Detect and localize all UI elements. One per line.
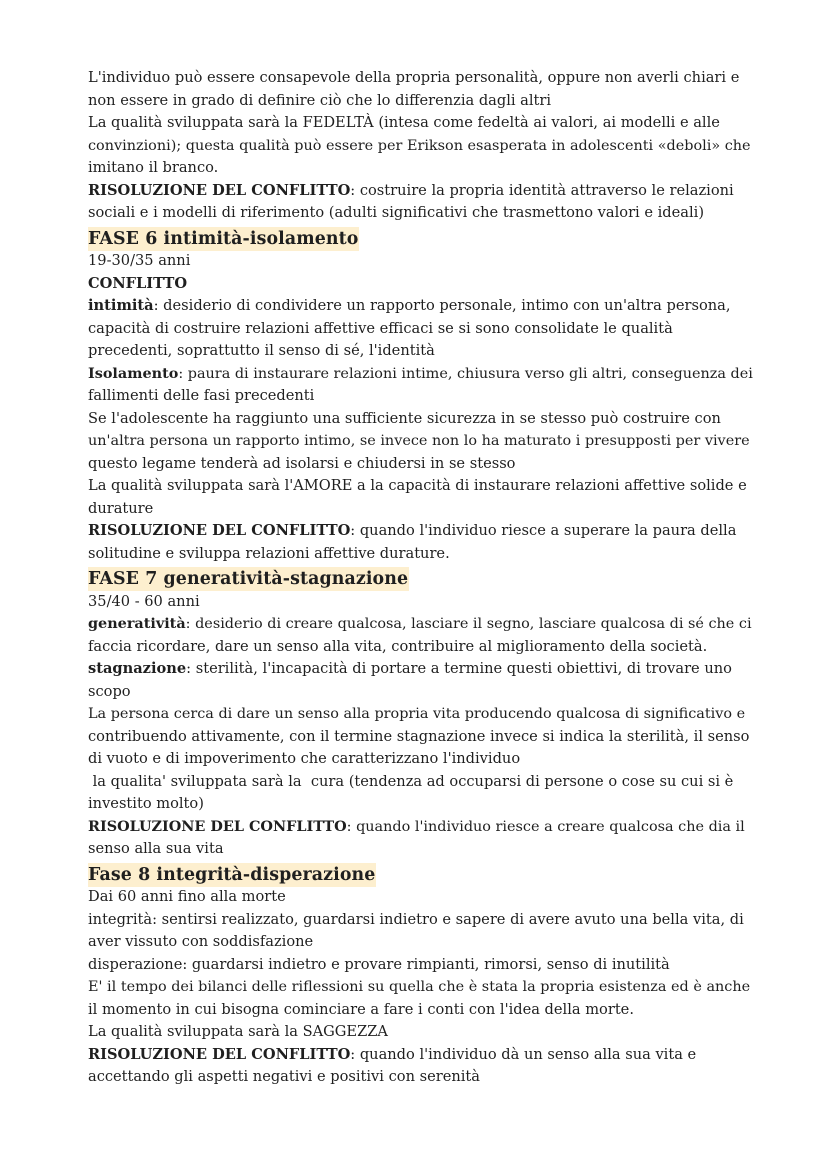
text-line: E' il tempo dei bilanci delle riflessioni su quella che è stata la propria esistenza ed è anche [88,979,751,995]
text-line: di vuoto e di impoverimento che caratterizzano l'individuo [88,750,521,767]
text-line: investito molto) [88,795,204,812]
text-line: durature [88,499,154,517]
resolution-line [88,816,748,839]
fase6-conflitto-label: CONFLITTO [88,274,188,292]
fase6-heading [88,228,748,252]
text-line: imitano il branco. [88,159,219,176]
text-line: disperazione: guardarsi indietro e provare rimpianti, rimorsi, senso di inutilità [88,955,670,973]
text-line: la qualita' sviluppata sarà la cura (tendenza ad occuparsi di persone o cose su cui si è [88,772,734,790]
text-line: precedenti, soprattutto il senso di sé, l'identità [88,342,435,359]
fase8-title: Fase 8 integrità-disperazione [88,864,376,885]
text-line: questo legame tenderà ad isolarsi e chiudersi in se stesso [88,454,516,472]
text-line: accettando gli aspetti negativi e positivi con serenità [88,1068,480,1085]
isolamento-label: Isolamento [88,364,179,382]
text-line: scopo [88,682,131,700]
text-line: integrità: sentirsi realizzato, guardarsi indietro e sapere di avere avuto una bella vita, di [88,910,744,928]
isolamento-line [88,363,753,386]
resolution-text: : costruire la propria identità attraverso le relazioni [350,181,734,199]
generativita-line [88,613,752,636]
resolution-text: : quando l'individuo riesce a creare qualcosa che dia il [346,818,745,835]
text-line: non essere in grado di definire ciò che lo differenzia dagli altri [88,91,552,109]
fase8-age: Dai 60 anni fino alla morte [88,888,286,905]
text-line: aver vissuto con soddisfazione [88,933,314,950]
stagnazione-label: stagnazione [88,660,187,677]
text-line: contribuendo attivamente, con il termine stagnazione invece si indica la sterilità, il senso [88,727,750,745]
resolution-label: RISOLUZIONE DEL CONFLITTO [88,522,351,539]
text-line: fallimenti delle fasi precedenti [88,387,315,404]
text-line: La qualità sviluppata sarà la FEDELTÀ (intesa come fedeltà ai valori, ai modelli e alle [88,114,720,131]
text-line: solitudine e sviluppa relazioni affettive durature. [88,544,450,562]
fase7-title: FASE 7 generatività-stagnazione [88,569,409,589]
text-line: La qualità sviluppata sarà l'AMORE a la capacità di instaurare relazioni affettive solide e [88,477,747,494]
intimita-text: : desiderio di condividere un rapporto personale, intimo con un'altra persona, [153,297,731,314]
text-line: convinzioni); questa qualità può essere per Erikson esasperata in adolescenti «deboli» che [88,137,751,154]
fase6-title: FASE 6 intimità-isolamento [88,228,359,249]
text-line: sociali e i modelli di riferimento (adulti significativi che trasmettono valori e ideali) [88,204,705,221]
text-line: La qualità sviluppata sarà la SAGGEZZA [88,1023,388,1040]
resolution-label: RISOLUZIONE DEL CONFLITTO [88,181,351,199]
text-line: La persona cerca di dare un senso alla propria vita producendo qualcosa di significativo e [88,706,746,722]
generativita-label: generatività [88,615,186,632]
text-line: capacità di costruire relazioni affettive efficaci se si sono consolidate le qualità [88,319,673,337]
intimita-line [88,295,748,318]
isolamento-text: : paura di instaurare relazioni intime, chiusura verso gli altri, conseguenza dei [178,365,753,382]
resolution-text: : quando l'individuo dà un senso alla sua vita e [350,1045,697,1063]
text-line: senso alla sua vita [88,840,224,857]
text-line: il momento in cui bisogna cominciare a fare i conti con l'idea della morte. [88,1000,634,1018]
text-line: L'individuo può essere consapevole della propria personalità, oppure non averli chiari e [88,69,740,86]
text-line: Se l'adolescente ha raggiunto una sufficiente sicurezza in se stesso può costruire con [88,409,721,427]
resolution-label: RISOLUZIONE DEL CONFLITTO [88,1045,351,1063]
text-line: faccia ricordare, dare un senso alla vita, contribuire al miglioramento della società. [88,637,708,655]
resolution-line [88,1044,748,1067]
fase7-age: 35/40 - 60 anni [88,592,200,610]
text-line: un'altra persona un rapporto intimo, se invece non lo ha maturato i presupposti per vivere [88,433,750,449]
generativita-text: : desiderio di creare qualcosa, lasciare il segno, lasciare qualcosa di sé che ci [185,616,752,632]
intimita-label: intimità [88,297,154,314]
stagnazione-line [88,658,748,681]
resolution-text: : quando l'individuo riesce a superare la paura della [350,522,737,539]
resolution-line [88,520,748,543]
resolution-label: RISOLUZIONE DEL CONFLITTO [88,817,347,835]
fase7-heading [88,568,748,592]
fase8-heading [88,864,748,888]
resolution-line [88,180,748,203]
stagnazione-text: : sterilità, l'incapacità di portare a termine questi obiettivi, di trovare uno [186,660,732,677]
document-page [88,67,753,1089]
fase6-age: 19-30/35 anni [88,252,191,269]
